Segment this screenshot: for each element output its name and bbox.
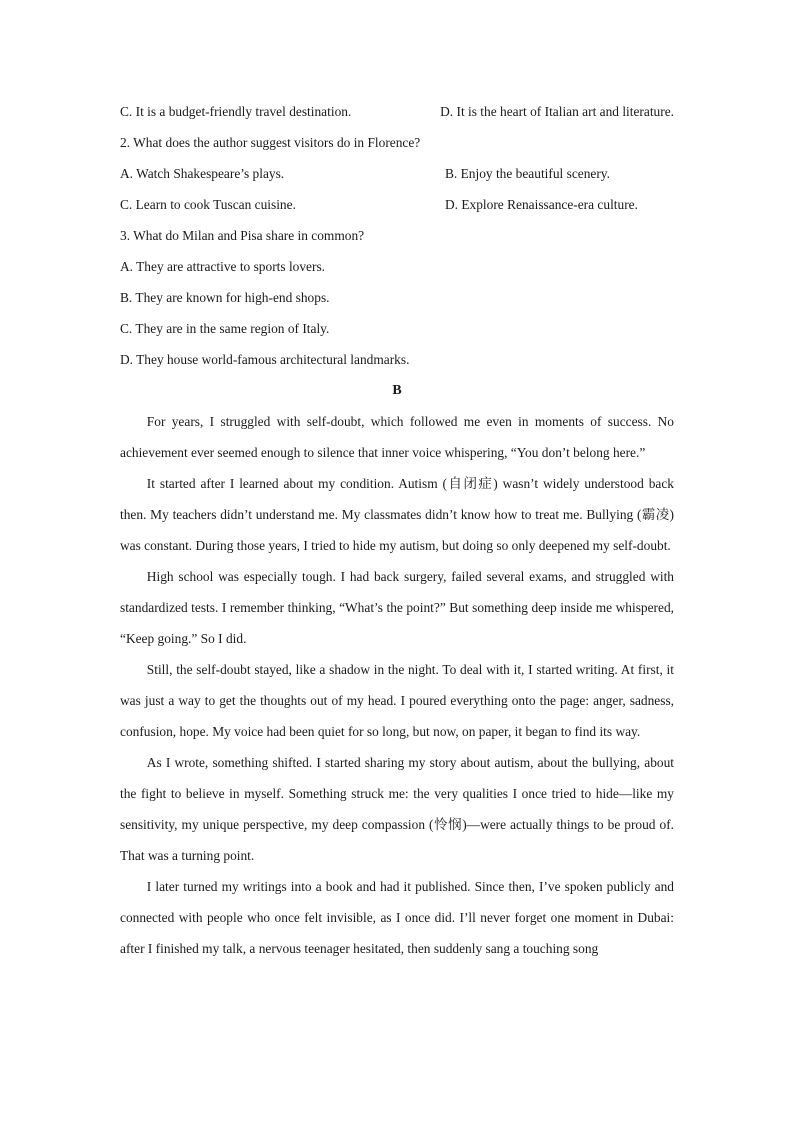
passage-paragraph: For years, I struggled with self-doubt, which followed me even in moments of success. No achievement ever seemed enough to silence that inner voice whispering, “You don’t belong here.” bbox=[120, 414, 674, 460]
q3-stem: 3. What do Milan and Pisa share in common? bbox=[120, 228, 365, 243]
passage-paragraph: Still, the self-doubt stayed, like a shadow in the night. To deal with it, I started writing. At first, it was just a way to get the thoughts out of my head. I poured everything onto the page: anger, sadness, confusion, hope. My voice had been quiet for so long, but now, on paper, it began to find its way. bbox=[120, 662, 674, 739]
passage-paragraph: As I wrote, something shifted. I started sharing my story about autism, about the bullying, about the fight to believe in myself. Something struck me: the very qualities I once tried to hide—like my sensitivity, my unique perspective, my deep compassion (怜悯)—were actually things to be proud of. That was a turning point. bbox=[120, 755, 674, 863]
q2-option-a: A. Watch Shakespeare’s plays. bbox=[120, 166, 285, 181]
q1-option-d: D. It is the heart of Italian art and literature. bbox=[440, 104, 674, 119]
q2-options-row-cd bbox=[120, 189, 674, 220]
q2-option-c: C. Learn to cook Tuscan cuisine. bbox=[120, 197, 296, 212]
q2-options-row-ab bbox=[120, 158, 674, 189]
passage-paragraph: High school was especially tough. I had back surgery, failed several exams, and struggled with standardized tests. I remember thinking, “What’s the point?” But something deep inside me whispered, “Keep going.” So I did. bbox=[120, 569, 674, 646]
q2-stem: 2. What does the author suggest visitors do in Florence? bbox=[120, 135, 421, 150]
q2-option-b: B. Enjoy the beautiful scenery. bbox=[445, 166, 610, 181]
q3-option-d: D. They house world-famous architectural landmarks. bbox=[120, 352, 410, 367]
exam-page bbox=[120, 96, 674, 964]
q3-option-c: C. They are in the same region of Italy. bbox=[120, 321, 330, 336]
q1-options-row-cd bbox=[120, 96, 674, 127]
q1-option-c: C. It is a budget-friendly travel destination. bbox=[120, 104, 352, 119]
passage-paragraph: I later turned my writings into a book and had it published. Since then, I’ve spoken publicly and connected with people who once felt invisible, as I once did. I’ll never forget one moment in Dubai: after I finished my talk, a nervous teenager hesitated, then suddenly sang a touching song bbox=[120, 879, 674, 956]
passage-paragraph: It started after I learned about my condition. Autism (自闭症) wasn’t widely understood back then. My teachers didn’t understand me. My classmates didn’t know how to treat me. Bullying (霸凌) was constant. During those years, I tried to hide my autism, but doing so only deepened my self-doubt. bbox=[120, 476, 674, 553]
q2-option-d: D. Explore Renaissance-era culture. bbox=[445, 197, 638, 212]
q3-option-b: B. They are known for high-end shops. bbox=[120, 290, 330, 305]
q3-option-a: A. They are attractive to sports lovers. bbox=[120, 259, 326, 274]
section-title: B bbox=[392, 383, 402, 398]
